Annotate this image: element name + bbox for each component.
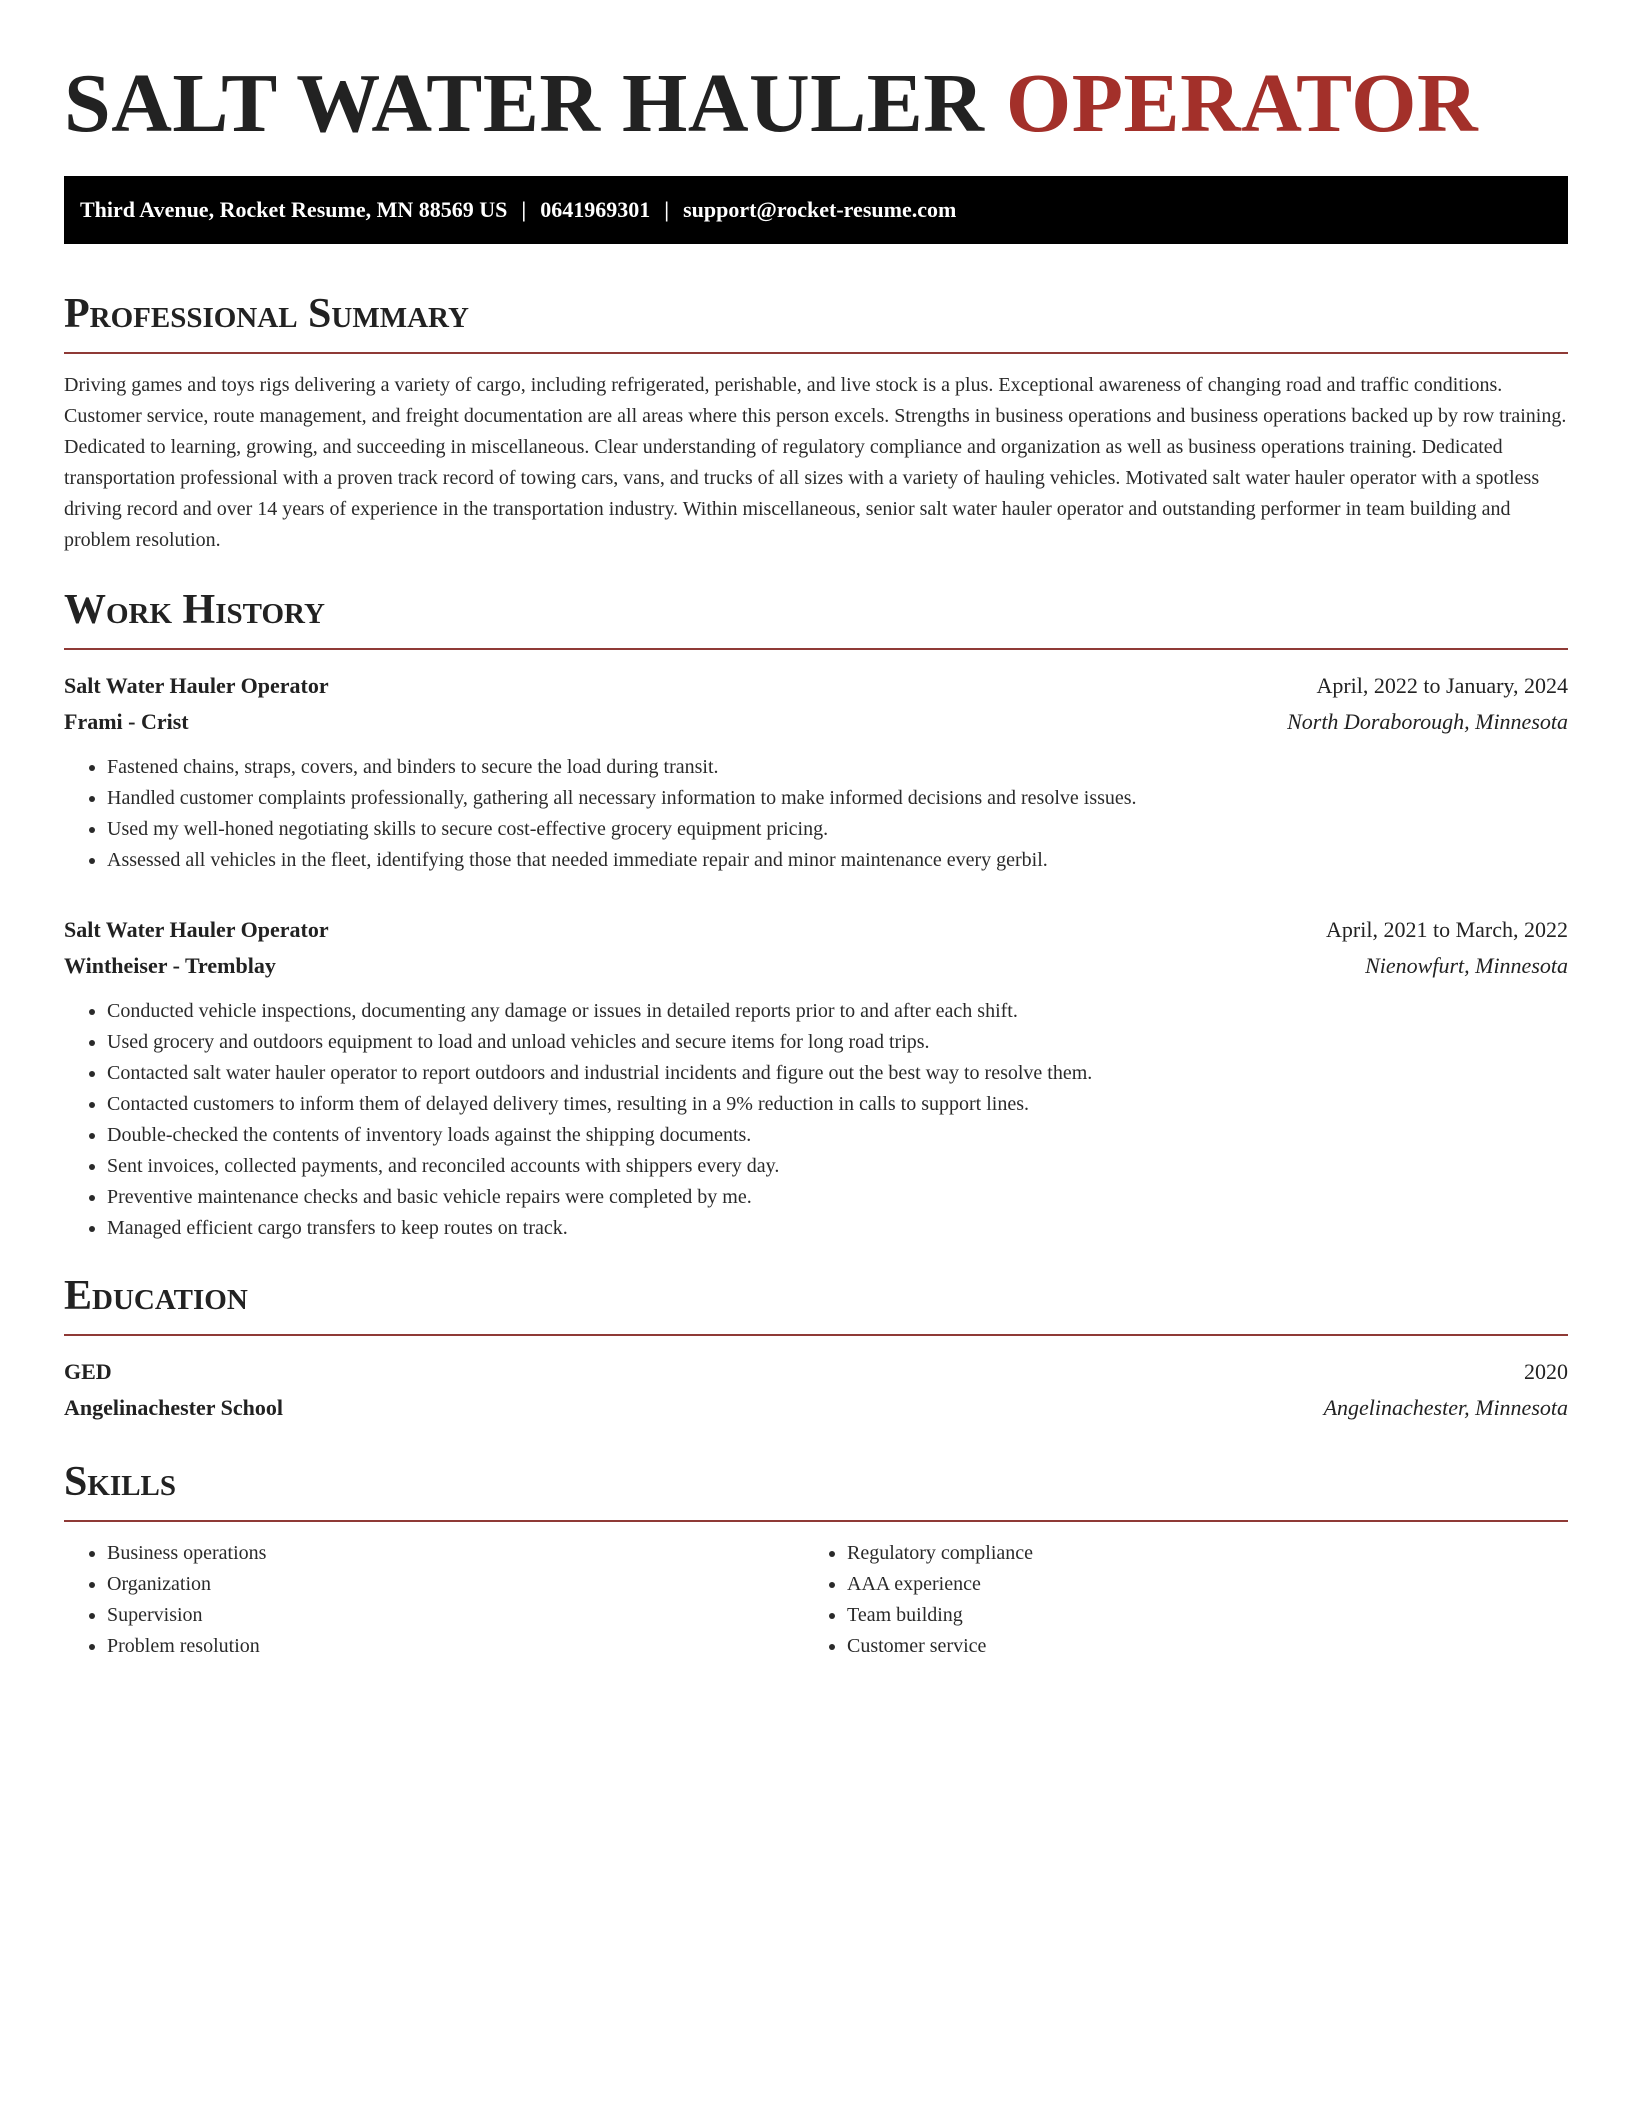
- list-item: • Used grocery and outdoors equipment to load and unload vehicles and secure items for long road trips.: [107, 1027, 1568, 1058]
- list-item: • Double-checked the contents of inventory loads against the shipping documents.: [107, 1120, 1568, 1151]
- job-dates: April, 2022 to January, 2024: [1316, 673, 1568, 698]
- name-primary: SALT WATER HAULER: [64, 57, 985, 150]
- resume-page: [64, 0, 1568, 1662]
- job-entry: [64, 912, 1568, 1244]
- education-location: Angelinachester, Minnesota: [1323, 1395, 1568, 1420]
- job-location: Nienowfurt, Minnesota: [1365, 953, 1568, 978]
- skill-item: • Supervision: [107, 1600, 804, 1631]
- list-item: • Fastened chains, straps, covers, and binders to secure the load during transit.: [107, 752, 1568, 783]
- work-history-section: [64, 586, 1568, 1244]
- job-company-row: [64, 948, 1568, 984]
- job-company: Frami - Crist: [64, 709, 189, 734]
- skills-list-left: [64, 1538, 804, 1662]
- skills-section: [64, 1458, 1568, 1662]
- contact-phone: 0641969301: [540, 197, 651, 222]
- list-item: • Managed efficient cargo transfers to keep routes on track.: [107, 1213, 1568, 1244]
- education-degree: GED: [64, 1359, 112, 1384]
- education-heading: Education: [64, 1273, 248, 1319]
- job-company-row: [64, 704, 1568, 740]
- contact-separator: |: [521, 197, 527, 222]
- job-title: Salt Water Hauler Operator: [64, 673, 329, 698]
- skill-item: • Customer service: [847, 1631, 1544, 1662]
- section-divider: [64, 648, 1568, 650]
- job-entry: [64, 668, 1568, 876]
- job-location: North Doraborough, Minnesota: [1287, 709, 1568, 734]
- list-item: • Assessed all vehicles in the fleet, identifying those that needed immediate repair and minor maintenance every gerbil.: [107, 845, 1568, 876]
- education-year: 2020: [1524, 1359, 1568, 1384]
- list-item: • Handled customer complaints professionally, gathering all necessary information to make informed decisions and resolve issues.: [107, 783, 1568, 814]
- job-company: Wintheiser - Tremblay: [64, 953, 276, 978]
- education-header-row: [64, 1354, 1568, 1390]
- candidate-name: [64, 58, 1568, 150]
- list-item: • Contacted salt water hauler operator to report outdoors and industrial incidents and figure out the best way to resolve them.: [107, 1058, 1568, 1089]
- skills-heading: Skills: [64, 1459, 177, 1505]
- job-title: Salt Water Hauler Operator: [64, 917, 329, 942]
- education-school-row: [64, 1390, 1568, 1426]
- skills-list-right: [804, 1538, 1544, 1662]
- education-section: [64, 1272, 1568, 1426]
- job-header-row: [64, 668, 1568, 704]
- contact-email: support@rocket-resume.com: [683, 197, 957, 222]
- list-item: • Preventive maintenance checks and basic vehicle repairs were completed by me.: [107, 1182, 1568, 1213]
- contact-bar: [64, 176, 1568, 244]
- skill-item: • Regulatory compliance: [847, 1538, 1544, 1569]
- skill-item: • Business operations: [107, 1538, 804, 1569]
- contact-address: Third Avenue, Rocket Resume, MN 88569 US: [80, 197, 508, 222]
- skill-item: • Organization: [107, 1569, 804, 1600]
- education-school: Angelinachester School: [64, 1395, 283, 1420]
- job-header-row: [64, 912, 1568, 948]
- skill-item: • Team building: [847, 1600, 1544, 1631]
- job-bullets: [64, 752, 1568, 876]
- list-item: • Conducted vehicle inspections, documenting any damage or issues in detailed reports prior to and after each shift.: [107, 996, 1568, 1027]
- summary-heading: Professional Summary: [64, 291, 469, 337]
- section-divider: [64, 1520, 1568, 1522]
- section-divider: [64, 1334, 1568, 1336]
- summary-text: Driving games and toys rigs delivering a variety of cargo, including refrigerated, perishable, and live stock is a plus. Exceptional awareness of changing road and traffic conditions. Customer service, route management, and freight documentation are all areas where this person excels. Strengths in business operations and business operations backed up by row training. Dedicated to learning, growing, and succeeding in miscellaneous. Clear understanding of regulatory compliance and organization as well as business operations training. Dedicated transportation professional with a proven track record of towing cars, vans, and trucks of all sizes with a variety of hauling vehicles. Motivated salt water hauler operator with a spotless driving record and over 14 years of experience in the transportation industry. Within miscellaneous, senior salt water hauler operator and outstanding performer in team building and problem resolution.: [64, 374, 1567, 551]
- section-divider: [64, 352, 1568, 354]
- contact-separator: |: [664, 197, 670, 222]
- summary-section: [64, 290, 1568, 556]
- list-item: • Contacted customers to inform them of delayed delivery times, resulting in a 9% reduction in calls to support lines.: [107, 1089, 1568, 1120]
- skill-item: • Problem resolution: [107, 1631, 804, 1662]
- work-history-heading: Work History: [64, 587, 325, 633]
- job-dates: April, 2021 to March, 2022: [1326, 917, 1568, 942]
- name-accent: OPERATOR: [1005, 57, 1479, 150]
- education-entry: [64, 1354, 1568, 1426]
- skills-columns: [64, 1538, 1568, 1662]
- list-item: • Used my well-honed negotiating skills to secure cost-effective grocery equipment pricing.: [107, 814, 1568, 845]
- skill-item: • AAA experience: [847, 1569, 1544, 1600]
- job-bullets: [64, 996, 1568, 1244]
- list-item: • Sent invoices, collected payments, and reconciled accounts with shippers every day.: [107, 1151, 1568, 1182]
